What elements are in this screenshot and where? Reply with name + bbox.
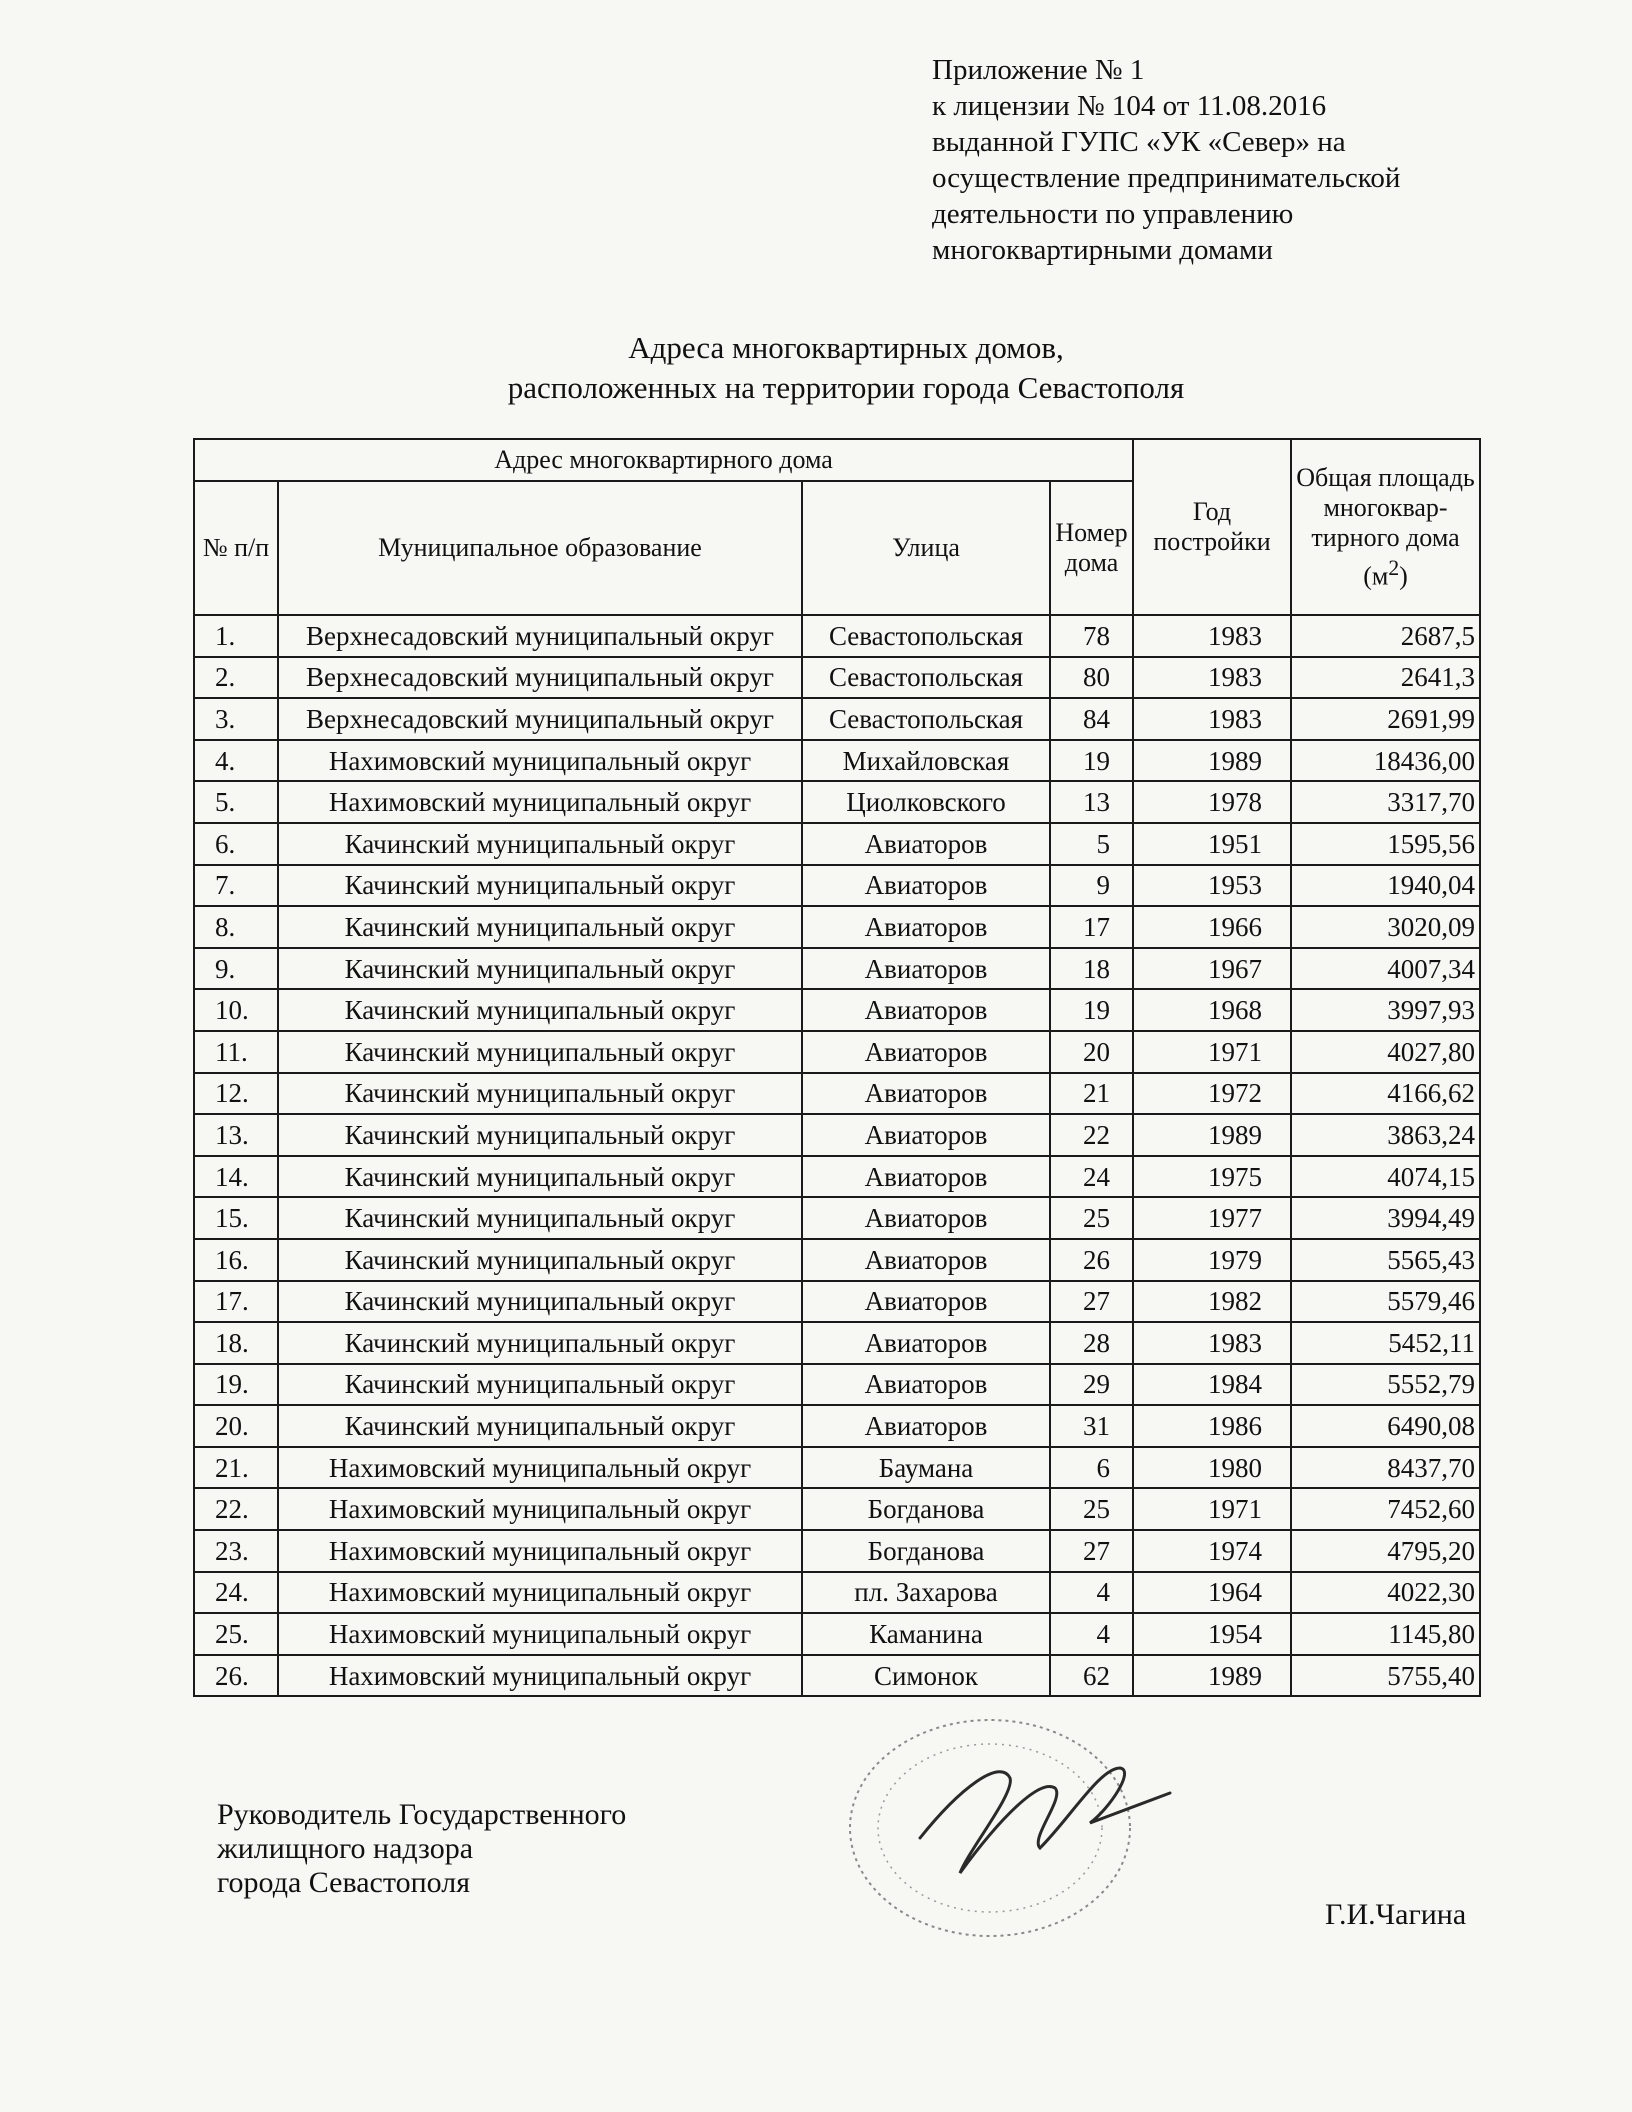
header-address-group: Адрес многоквартирного дома <box>194 439 1133 481</box>
cell-year: 1989 <box>1133 1114 1291 1156</box>
cell-house: 22 <box>1050 1114 1133 1156</box>
cell-street: Авиаторов <box>802 1405 1050 1447</box>
cell-municipality: Верхнесадовский муниципальный округ <box>278 657 802 699</box>
cell-year: 1967 <box>1133 948 1291 990</box>
cell-num: 2. <box>194 657 278 699</box>
cell-area: 3994,49 <box>1291 1197 1480 1239</box>
table-row <box>194 823 1480 865</box>
cell-num: 22. <box>194 1488 278 1530</box>
annex-line: к лицензии № 104 от 11.08.2016 <box>932 90 1327 122</box>
cell-area: 6490,08 <box>1291 1405 1480 1447</box>
signer-line: жилищного надзора <box>217 1832 474 1865</box>
cell-area: 5755,40 <box>1291 1655 1480 1697</box>
header-num: № п/п <box>194 481 278 615</box>
signer-position <box>217 1798 626 1900</box>
cell-area: 3863,24 <box>1291 1114 1480 1156</box>
cell-municipality: Качинский муниципальный округ <box>278 1114 802 1156</box>
cell-street: Авиаторов <box>802 1364 1050 1406</box>
cell-year: 1975 <box>1133 1156 1291 1198</box>
cell-municipality: Нахимовский муниципальный округ <box>278 740 802 782</box>
table-row <box>194 1239 1480 1281</box>
annex-line: Приложение № 1 <box>932 54 1145 86</box>
cell-street: Авиаторов <box>802 989 1050 1031</box>
table-row <box>194 781 1480 823</box>
cell-street: Циолковского <box>802 781 1050 823</box>
cell-num: 14. <box>194 1156 278 1198</box>
cell-street: Авиаторов <box>802 1281 1050 1323</box>
cell-area: 5452,11 <box>1291 1322 1480 1364</box>
cell-house: 28 <box>1050 1322 1133 1364</box>
cell-municipality: Нахимовский муниципальный округ <box>278 1572 802 1614</box>
cell-house: 21 <box>1050 1073 1133 1115</box>
cell-municipality: Качинский муниципальный округ <box>278 989 802 1031</box>
cell-municipality: Нахимовский муниципальный округ <box>278 781 802 823</box>
annex-line: осуществление предпринимательской <box>932 162 1401 194</box>
cell-year: 1966 <box>1133 906 1291 948</box>
cell-area: 4074,15 <box>1291 1156 1480 1198</box>
cell-num: 21. <box>194 1447 278 1489</box>
cell-municipality: Нахимовский муниципальный округ <box>278 1613 802 1655</box>
cell-year: 1983 <box>1133 657 1291 699</box>
table-row <box>194 1156 1480 1198</box>
cell-year: 1986 <box>1133 1405 1291 1447</box>
cell-num: 10. <box>194 989 278 1031</box>
cell-year: 1989 <box>1133 1655 1291 1697</box>
cell-year: 1968 <box>1133 989 1291 1031</box>
cell-municipality: Верхнесадовский муниципальный округ <box>278 615 802 657</box>
header-year: Год постройки <box>1133 439 1291 615</box>
cell-area: 4007,34 <box>1291 948 1480 990</box>
header-area-close: ) <box>1399 561 1408 591</box>
cell-num: 5. <box>194 781 278 823</box>
cell-area: 3020,09 <box>1291 906 1480 948</box>
table-row <box>194 1405 1480 1447</box>
cell-house: 26 <box>1050 1239 1133 1281</box>
header-municipality: Муниципальное образование <box>278 481 802 615</box>
cell-house: 9 <box>1050 865 1133 907</box>
official-seal <box>840 1698 1220 1948</box>
cell-num: 8. <box>194 906 278 948</box>
cell-house: 31 <box>1050 1405 1133 1447</box>
cell-year: 1979 <box>1133 1239 1291 1281</box>
cell-num: 7. <box>194 865 278 907</box>
table-row <box>194 1114 1480 1156</box>
cell-year: 1971 <box>1133 1031 1291 1073</box>
cell-area: 4027,80 <box>1291 1031 1480 1073</box>
table-row <box>194 1488 1480 1530</box>
cell-municipality: Качинский муниципальный округ <box>278 948 802 990</box>
cell-street: Михайловская <box>802 740 1050 782</box>
cell-house: 18 <box>1050 948 1133 990</box>
cell-street: Авиаторов <box>802 1031 1050 1073</box>
cell-area: 1145,80 <box>1291 1613 1480 1655</box>
signer-line: города Севастополя <box>217 1866 471 1899</box>
table-row <box>194 906 1480 948</box>
cell-street: Севастопольская <box>802 657 1050 699</box>
cell-house: 80 <box>1050 657 1133 699</box>
cell-municipality: Качинский муниципальный округ <box>278 906 802 948</box>
cell-num: 9. <box>194 948 278 990</box>
cell-num: 19. <box>194 1364 278 1406</box>
table-row <box>194 657 1480 699</box>
cell-year: 1978 <box>1133 781 1291 823</box>
cell-municipality: Качинский муниципальный округ <box>278 1073 802 1115</box>
cell-street: Авиаторов <box>802 1114 1050 1156</box>
cell-house: 84 <box>1050 698 1133 740</box>
cell-house: 27 <box>1050 1530 1133 1572</box>
cell-street: Авиаторов <box>802 906 1050 948</box>
annex-line: выданной ГУПС «УК «Север» на <box>932 126 1346 158</box>
cell-num: 15. <box>194 1197 278 1239</box>
table-row <box>194 1530 1480 1572</box>
cell-house: 19 <box>1050 989 1133 1031</box>
cell-house: 62 <box>1050 1655 1133 1697</box>
cell-area: 4795,20 <box>1291 1530 1480 1572</box>
cell-num: 1. <box>194 615 278 657</box>
table-row <box>194 1031 1480 1073</box>
table-row <box>194 698 1480 740</box>
cell-area: 2641,3 <box>1291 657 1480 699</box>
cell-year: 1971 <box>1133 1488 1291 1530</box>
cell-house: 4 <box>1050 1572 1133 1614</box>
cell-street: Авиаторов <box>802 865 1050 907</box>
cell-street: Баумана <box>802 1447 1050 1489</box>
annex-header <box>932 52 1432 268</box>
cell-num: 16. <box>194 1239 278 1281</box>
cell-street: Богданова <box>802 1488 1050 1530</box>
cell-num: 18. <box>194 1322 278 1364</box>
header-area-text: Общая площадь многоквар-тирного дома (м <box>1296 462 1475 591</box>
table-row <box>194 948 1480 990</box>
cell-house: 24 <box>1050 1156 1133 1198</box>
table-row <box>194 740 1480 782</box>
cell-house: 4 <box>1050 1613 1133 1655</box>
header-area <box>1291 439 1480 615</box>
cell-house: 20 <box>1050 1031 1133 1073</box>
cell-year: 1984 <box>1133 1364 1291 1406</box>
table-row <box>194 1322 1480 1364</box>
cell-area: 2691,99 <box>1291 698 1480 740</box>
cell-house: 25 <box>1050 1488 1133 1530</box>
cell-area: 2687,5 <box>1291 615 1480 657</box>
cell-num: 20. <box>194 1405 278 1447</box>
cell-year: 1951 <box>1133 823 1291 865</box>
cell-area: 4022,30 <box>1291 1572 1480 1614</box>
title-line: Адреса многоквартирных домов, <box>628 330 1064 365</box>
cell-house: 27 <box>1050 1281 1133 1323</box>
cell-year: 1983 <box>1133 615 1291 657</box>
cell-year: 1980 <box>1133 1447 1291 1489</box>
cell-municipality: Качинский муниципальный округ <box>278 1197 802 1239</box>
cell-area: 18436,00 <box>1291 740 1480 782</box>
cell-street: Авиаторов <box>802 1239 1050 1281</box>
cell-area: 3997,93 <box>1291 989 1480 1031</box>
cell-street: Каманина <box>802 1613 1050 1655</box>
cell-municipality: Качинский муниципальный округ <box>278 1031 802 1073</box>
cell-street: Севастопольская <box>802 698 1050 740</box>
cell-street: Авиаторов <box>802 1156 1050 1198</box>
cell-street: Авиаторов <box>802 823 1050 865</box>
cell-area: 5565,43 <box>1291 1239 1480 1281</box>
cell-num: 4. <box>194 740 278 782</box>
cell-street: Симонок <box>802 1655 1050 1697</box>
cell-municipality: Качинский муниципальный округ <box>278 1405 802 1447</box>
cell-house: 29 <box>1050 1364 1133 1406</box>
cell-municipality: Качинский муниципальный округ <box>278 1322 802 1364</box>
table-row <box>194 865 1480 907</box>
cell-year: 1964 <box>1133 1572 1291 1614</box>
table-row <box>194 1572 1480 1614</box>
cell-area: 5552,79 <box>1291 1364 1480 1406</box>
header-area-sup: 2 <box>1388 555 1400 580</box>
title-line: расположенных на территории города Севастополя <box>507 370 1185 405</box>
table-row <box>194 1073 1480 1115</box>
cell-area: 5579,46 <box>1291 1281 1480 1323</box>
cell-municipality: Качинский муниципальный округ <box>278 823 802 865</box>
table-row <box>194 1655 1480 1697</box>
cell-year: 1977 <box>1133 1197 1291 1239</box>
table-body <box>194 615 1480 1696</box>
cell-num: 12. <box>194 1073 278 1115</box>
header-street: Улица <box>802 481 1050 615</box>
cell-num: 23. <box>194 1530 278 1572</box>
cell-house: 78 <box>1050 615 1133 657</box>
cell-area: 4166,62 <box>1291 1073 1480 1115</box>
cell-num: 13. <box>194 1114 278 1156</box>
cell-municipality: Качинский муниципальный округ <box>278 1239 802 1281</box>
address-table <box>193 438 1481 1697</box>
cell-num: 24. <box>194 1572 278 1614</box>
cell-municipality: Нахимовский муниципальный округ <box>278 1530 802 1572</box>
cell-municipality: Верхнесадовский муниципальный округ <box>278 698 802 740</box>
cell-street: Авиаторов <box>802 948 1050 990</box>
cell-street: пл. Захарова <box>802 1572 1050 1614</box>
table-row <box>194 989 1480 1031</box>
cell-area: 3317,70 <box>1291 781 1480 823</box>
cell-street: Авиаторов <box>802 1073 1050 1115</box>
cell-year: 1953 <box>1133 865 1291 907</box>
table-row <box>194 1281 1480 1323</box>
cell-year: 1954 <box>1133 1613 1291 1655</box>
cell-house: 13 <box>1050 781 1133 823</box>
cell-area: 7452,60 <box>1291 1488 1480 1530</box>
cell-num: 6. <box>194 823 278 865</box>
cell-street: Авиаторов <box>802 1322 1050 1364</box>
cell-area: 1595,56 <box>1291 823 1480 865</box>
cell-house: 19 <box>1050 740 1133 782</box>
cell-house: 5 <box>1050 823 1133 865</box>
table-row <box>194 1197 1480 1239</box>
cell-area: 1940,04 <box>1291 865 1480 907</box>
cell-house: 6 <box>1050 1447 1133 1489</box>
cell-area: 8437,70 <box>1291 1447 1480 1489</box>
cell-street: Богданова <box>802 1530 1050 1572</box>
cell-municipality: Качинский муниципальный округ <box>278 1364 802 1406</box>
cell-num: 3. <box>194 698 278 740</box>
cell-year: 1983 <box>1133 698 1291 740</box>
signer-name: Г.И.Чагина <box>1325 1898 1467 1931</box>
table-row <box>194 1364 1480 1406</box>
cell-municipality: Нахимовский муниципальный округ <box>278 1488 802 1530</box>
document-title <box>0 328 1632 408</box>
cell-year: 1972 <box>1133 1073 1291 1115</box>
cell-num: 17. <box>194 1281 278 1323</box>
cell-num: 11. <box>194 1031 278 1073</box>
cell-year: 1983 <box>1133 1322 1291 1364</box>
cell-municipality: Нахимовский муниципальный округ <box>278 1655 802 1697</box>
header-house: Номер дома <box>1050 481 1133 615</box>
table-row <box>194 615 1480 657</box>
cell-year: 1974 <box>1133 1530 1291 1572</box>
cell-street: Севастопольская <box>802 615 1050 657</box>
annex-line: деятельности по управлению <box>932 198 1294 230</box>
cell-house: 25 <box>1050 1197 1133 1239</box>
cell-house: 17 <box>1050 906 1133 948</box>
signer-line: Руководитель Государственного <box>217 1798 627 1831</box>
cell-municipality: Нахимовский муниципальный округ <box>278 1447 802 1489</box>
table-row <box>194 1613 1480 1655</box>
cell-municipality: Качинский муниципальный округ <box>278 865 802 907</box>
annex-line: многоквартирными домами <box>932 234 1273 266</box>
cell-year: 1982 <box>1133 1281 1291 1323</box>
cell-municipality: Качинский муниципальный округ <box>278 1156 802 1198</box>
table-row <box>194 1447 1480 1489</box>
cell-year: 1989 <box>1133 740 1291 782</box>
cell-municipality: Качинский муниципальный округ <box>278 1281 802 1323</box>
cell-num: 25. <box>194 1613 278 1655</box>
cell-num: 26. <box>194 1655 278 1697</box>
cell-street: Авиаторов <box>802 1197 1050 1239</box>
